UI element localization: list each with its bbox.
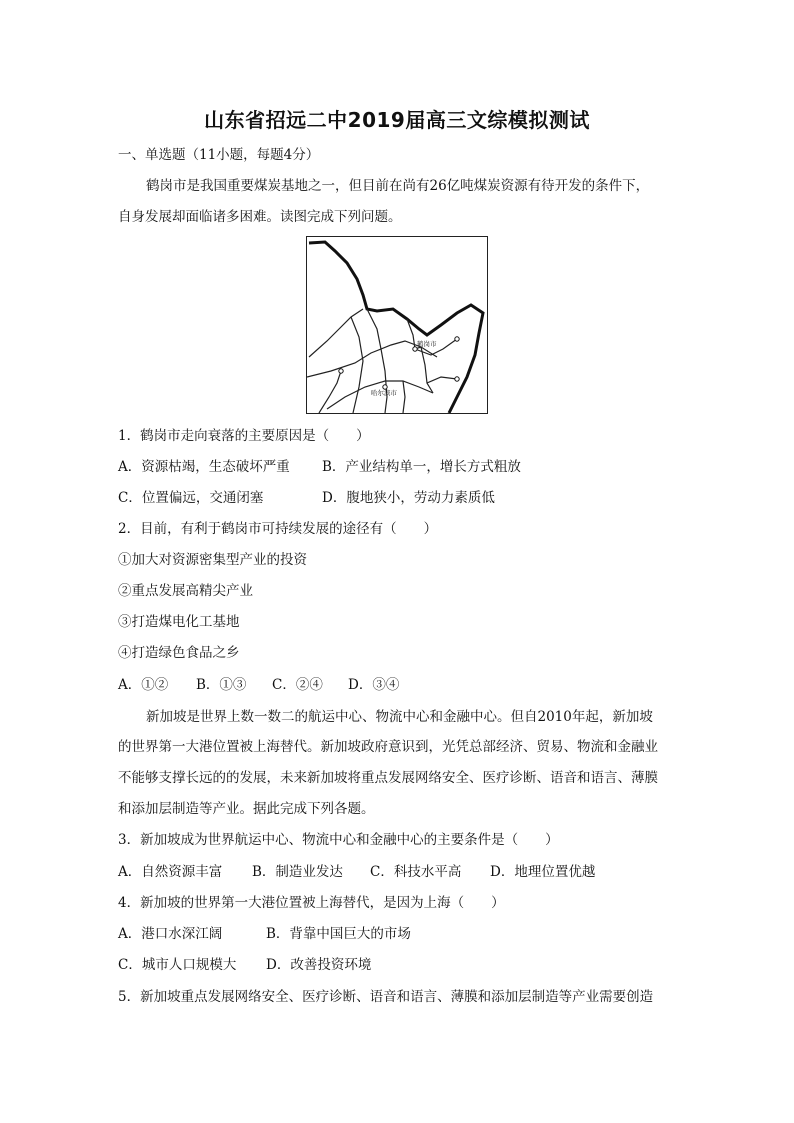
q2-statement-3: ③打造煤电化工基地 — [118, 614, 240, 630]
road-line — [367, 309, 387, 413]
passage2-line3: 不能够支撑长远的的发展，未来新加坡将重点发展网络安全、医疗诊断、语音和语言、薄膜 — [118, 770, 658, 786]
q4-option-c[interactable]: C．城市人口规模大 — [118, 957, 237, 973]
q3-option-a[interactable]: A．自然资源丰富 — [118, 864, 223, 880]
q2-option-d[interactable]: D．③④ — [348, 677, 400, 693]
q1-option-a[interactable]: A．资源枯竭，生态破坏严重 — [118, 459, 290, 475]
q2-option-a[interactable]: A．①② — [118, 677, 169, 693]
page-title: 山东省招远二中2019届高三文综模拟测试 — [204, 108, 590, 132]
q3-option-b[interactable]: B．制造业发达 — [252, 864, 343, 880]
q3-options — [118, 862, 688, 882]
q4-option-b[interactable]: B．背靠中国巨大的市场 — [266, 926, 411, 942]
q1-option-c[interactable]: C．位置偏远，交通闭塞 — [118, 490, 264, 506]
q4-options-row2 — [118, 955, 688, 975]
q3-stem: 3．新加坡成为世界航运中心、物流中心和金融中心的主要条件是（ ） — [118, 832, 559, 848]
q3-option-d[interactable]: D．地理位置优越 — [490, 864, 596, 880]
passage1-line1: 鹤岗市是我国重要煤炭基地之一，但目前在尚有26亿吨煤炭资源有待开发的条件下， — [146, 178, 650, 194]
q2-statement-2: ②重点发展高精尖产业 — [118, 583, 253, 599]
city-marker — [339, 369, 343, 373]
q1-stem: 1．鹤岗市走向衰落的主要原因是（ ） — [118, 428, 370, 444]
road-line — [403, 381, 405, 413]
q4-options-row1 — [118, 924, 688, 944]
q2-option-b[interactable]: B．①③ — [196, 677, 247, 693]
q1-option-d[interactable]: D．腹地狭小，劳动力素质低 — [322, 490, 495, 506]
q2-option-c[interactable]: C．②④ — [272, 677, 323, 693]
section-heading: 一、单选题（11小题，每题4分） — [118, 147, 320, 163]
q3-option-c[interactable]: C．科技水平高 — [370, 864, 462, 880]
road-line — [309, 309, 363, 357]
passage2-line1: 新加坡是世界上数一数二的航运中心、物流中心和金融中心。但自2010年起，新加坡 — [146, 709, 653, 725]
passage2-line2: 的世界第一大港位置被上海替代。新加坡政府意识到，光凭总部经济、贸易、物流和金融业 — [118, 739, 658, 755]
q1-option-b[interactable]: B．产业结构单一，增长方式粗放 — [322, 459, 521, 475]
q4-stem: 4．新加坡的世界第一大港位置被上海替代，是因为上海（ ） — [118, 895, 505, 911]
city-marker — [455, 337, 459, 341]
q1-options-row1 — [118, 457, 688, 477]
passage2-line4: 和添加层制造等产业。据此完成下列各题。 — [118, 801, 375, 817]
q1-options-row2 — [118, 488, 688, 508]
map-label-harbin: 哈尔滨市 — [371, 389, 397, 397]
road-line — [351, 317, 363, 413]
map-label-hegang: 鹤岗市 — [417, 340, 437, 348]
passage1-line2: 自身发展却面临诸多困难。读图完成下列问题。 — [118, 209, 402, 225]
q2-statement-1: ①加大对资源密集型产业的投资 — [118, 552, 307, 568]
q2-stem: 2．目前，有利于鹤岗市可持续发展的途径有（ ） — [118, 521, 438, 537]
road-line — [427, 377, 457, 383]
city-marker — [455, 377, 459, 381]
map-drawing — [307, 237, 487, 413]
q5-stem: 5．新加坡重点发展网络安全、医疗诊断、语音和语言、薄膜和添加层制造等产业需要创造 — [118, 989, 654, 1005]
q2-options — [118, 675, 688, 695]
map-figure — [306, 236, 488, 414]
q4-option-d[interactable]: D．改善投资环境 — [266, 957, 372, 973]
q4-option-a[interactable]: A．港口水深江阔 — [118, 926, 223, 942]
q2-statement-4: ④打造绿色食品之乡 — [118, 645, 240, 661]
